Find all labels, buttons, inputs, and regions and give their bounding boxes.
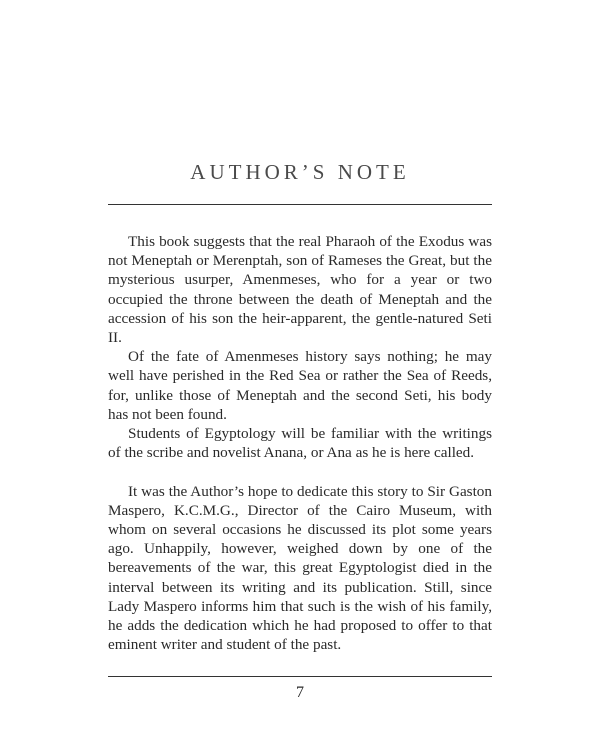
paragraph: This book suggests that the real Pharaoh of the Exodus was not Meneptah or Merenptah, son of Rameses the Great, but the mysterious usurper, Amenmeses, who for a year or two occupied the throne between the death of Meneptah and the accession of his son the heir-apparent, the gentle-natured Seti II.: [108, 233, 492, 347]
page-number: 7: [296, 684, 304, 701]
paragraph: Of the fate of Amenmeses history says nothing; he may well have perished in the Red Sea or rather the Sea of Reeds, for, unlike those of Meneptah and the second Seti, his body has not been found.: [108, 348, 492, 423]
page-title: AUTHOR’S NOTE: [190, 160, 410, 184]
footer-divider: [108, 676, 492, 677]
body-text: [108, 232, 492, 654]
paragraph: Students of Egyptology will be familiar with the writings of the scribe and novelist Anana, or Ana as he is here called.: [108, 425, 492, 462]
title-divider: [108, 204, 492, 205]
paragraph: It was the Author’s hope to dedicate this story to Sir Gaston Maspero, K.C.M.G., Director of the Cairo Museum, with whom on several occasions he discussed its plot some years ago. Unhappily, however, weighed down by one of the bereavements of the war, this great Egyptologist died in the interval between its writing and its publication. Still, since Lady Maspero informs him that such is the wish of his family, he adds the dedication which he had proposed to offer to that eminent writer and student of the past.: [108, 482, 492, 654]
